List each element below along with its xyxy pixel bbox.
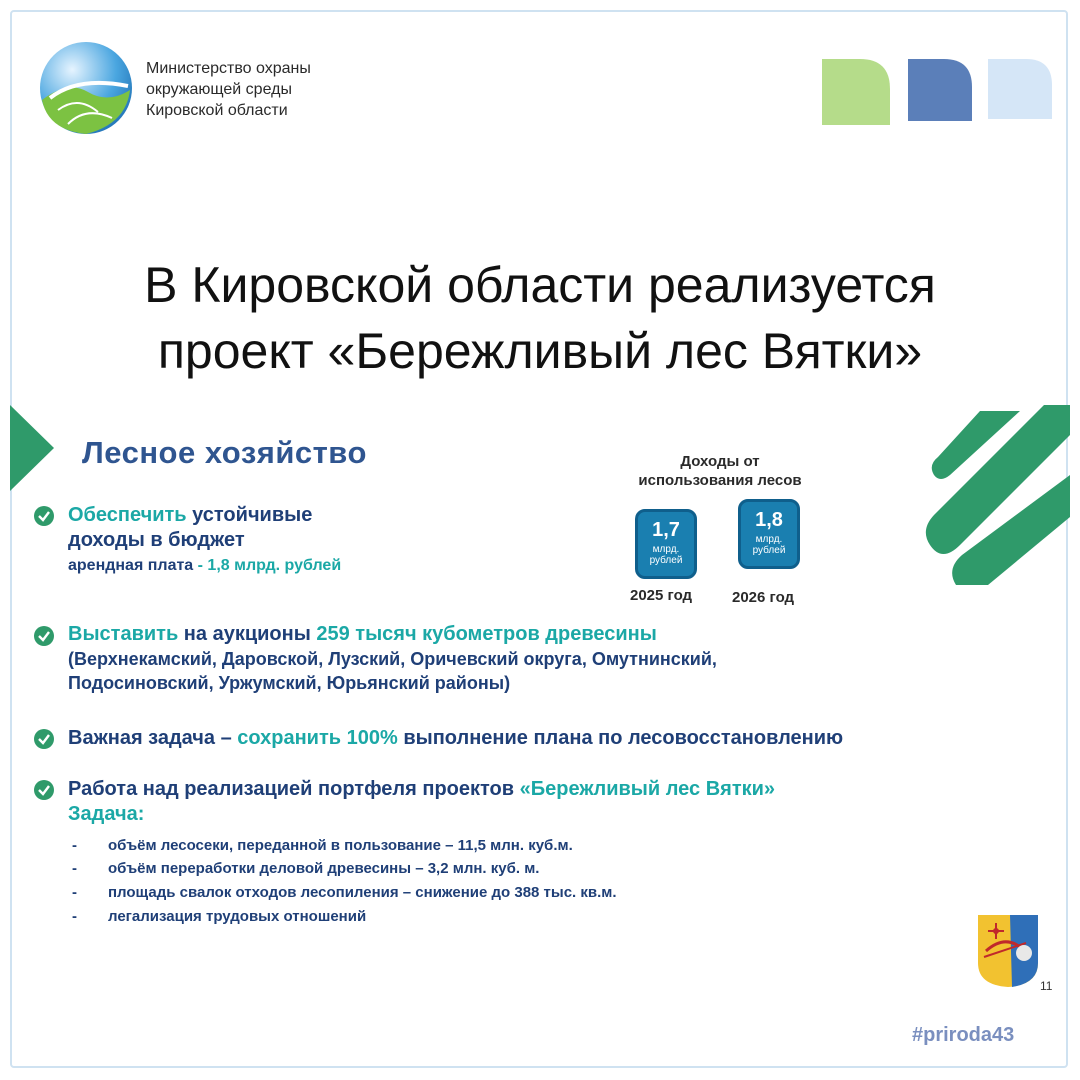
income-unit: млрд. рублей <box>752 534 786 556</box>
task-label: Задача: <box>68 803 145 825</box>
task-item: - объём лесосеки, переданной в пользование – 11,5 млн. куб.м. <box>72 837 573 854</box>
task-item: - площадь свалок отходов лесопиления – снижение до 388 тыс. кв.м. <box>72 884 617 901</box>
section-title: Лесное хозяйство <box>82 435 367 470</box>
income-year: 2025 год <box>630 587 693 604</box>
income-value: 1,8 <box>755 509 783 531</box>
hashtag[interactable]: #priroda43 <box>912 1024 1015 1046</box>
check-circle-icon <box>34 626 54 646</box>
bullet-auction: Выставить на аукционы 259 тысяч кубометров древесины (Верхнекамский, Даровской, Лузский, Оричевский округа, Омутнинский, Подосиновский, Уржумский, Юрьянский районы) <box>68 623 717 693</box>
check-circle-icon <box>34 729 54 749</box>
bullet-portfolio: Работа над реализацией портфеля проектов «Бережливый лес Вятки» Задача: <box>68 778 776 825</box>
green-stripes <box>920 405 1070 585</box>
ministry-logo-icon <box>38 40 134 136</box>
kirov-emblem-icon <box>976 913 1040 989</box>
income-unit: млрд. рублей <box>649 544 683 566</box>
income-box-2026 <box>738 499 800 569</box>
bullet-reforestation: Важная задача – сохранить 100% выполнение плана по лесовосстановлению <box>68 727 844 749</box>
check-circle-icon <box>34 780 54 800</box>
income-year: 2026 год <box>732 589 795 606</box>
ministry-name: Министерство охраны окружающей среды Кировской области <box>146 60 311 119</box>
decorative-tiles <box>820 55 1052 127</box>
income-title: Доходы от использования лесов <box>638 453 802 489</box>
income-value: 1,7 <box>652 519 680 541</box>
income-box-2025 <box>635 509 697 579</box>
bullet-income: Обеспечить устойчивые доходы в бюджет арендная плата - 1,8 млрд. рублей <box>68 504 342 574</box>
task-item: - объём переработки деловой древесины – 3,2 млн. куб. м. <box>72 860 540 877</box>
check-circle-icon <box>34 506 54 526</box>
slide <box>10 405 1070 1005</box>
task-item: - легализация трудовых отношений <box>72 908 367 925</box>
page-number: 11 <box>1040 979 1053 993</box>
green-triangle-arrow <box>10 405 60 495</box>
headline: В Кировской области реализуется проект «Бережливый лес Вятки» <box>144 257 936 379</box>
